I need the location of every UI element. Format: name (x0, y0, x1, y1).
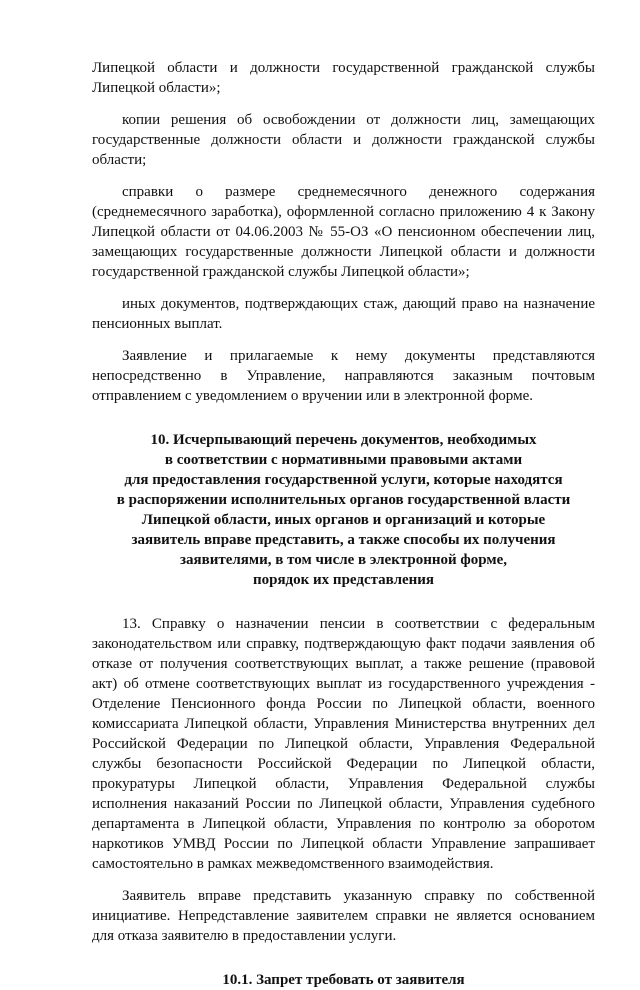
heading-line: в распоряжении исполнительных органов государственной власти (116, 492, 571, 508)
section-10-1-heading: 10.1. Запрет требовать от заявителя (222, 972, 465, 988)
heading-line: 10. Исчерпывающий перечень документов, необходимых (150, 432, 537, 448)
heading-line: порядок их представления (252, 572, 435, 588)
heading-line: заявитель вправе представить, а также способы их получения (131, 532, 556, 548)
paragraph-applicant-right: Заявитель вправе представить указанную справку по собственной инициативе. Непредставление заявителем справки не является основанием для отказа заявителю в предоставлении услуги. (92, 888, 595, 944)
paragraph-continuation: Липецкой области и должности государственной гражданской службы Липецкой области»; (92, 60, 595, 96)
heading-line: в соответствии с нормативными правовыми актами (164, 452, 523, 468)
paragraph-other-documents: иных документов, подтверждающих стаж, дающий право на назначение пенсионных выплат. (92, 296, 595, 332)
paragraph-13: 13. Справку о назначении пенсии в соответствии с федеральным законодательством или справку, подтверждающую факт подачи заявления об отказе от получения соответствующих выплат, а также решение (правовой акт) об отмене соответствующих выплат из государственного учреждения - Отделение Пенсионного фонда России по Липецкой области, военного комиссариата Липецкой области, Управления Министерства внутренних дел Российской Федерации по Липецкой области, Управления Федеральной службы безопасности Российской Федерации по Липецкой области, прокуратуры Липецкой области, Управления Федеральной службы исполнения наказаний России по Липецкой области, Управления судебного департамента в Липецкой области, Управления по контролю за оборотом наркотиков УМВД России по Липецкой области Управление запрашивает самостоятельно в рамках межведомственного взаимодействия. (92, 616, 595, 872)
paragraph-salary-certificate: справки о размере среднемесячного денежного содержания (среднемесячного заработка), оформленной согласно приложению 4 к Закону Липецкой области от 04.06.2003 № 55-ОЗ «О пенсионном обеспечении лиц, замещающих государственные должности Липецкой области и должности государственной гражданской службы Липецкой области»; (92, 184, 595, 280)
paragraph-copies-decision: копии решения об освобождении от должности лиц, замещающих государственные должности области и должности гражданской службы области; (92, 112, 595, 168)
document-page (92, 58, 595, 990)
paragraph-submission: Заявление и прилагаемые к нему документы представляются непосредственно в Управление, направляются заказным почтовым отправлением с уведомлением о вручении или в электронной форме. (92, 348, 595, 404)
heading-line: заявителями, в том числе в электронной форме, (179, 552, 508, 568)
heading-line: для предоставления государственной услуги, которые находятся (124, 472, 563, 488)
section-10-heading (92, 430, 595, 590)
heading-line: Липецкой области, иных органов и организаций и которые (141, 512, 546, 528)
